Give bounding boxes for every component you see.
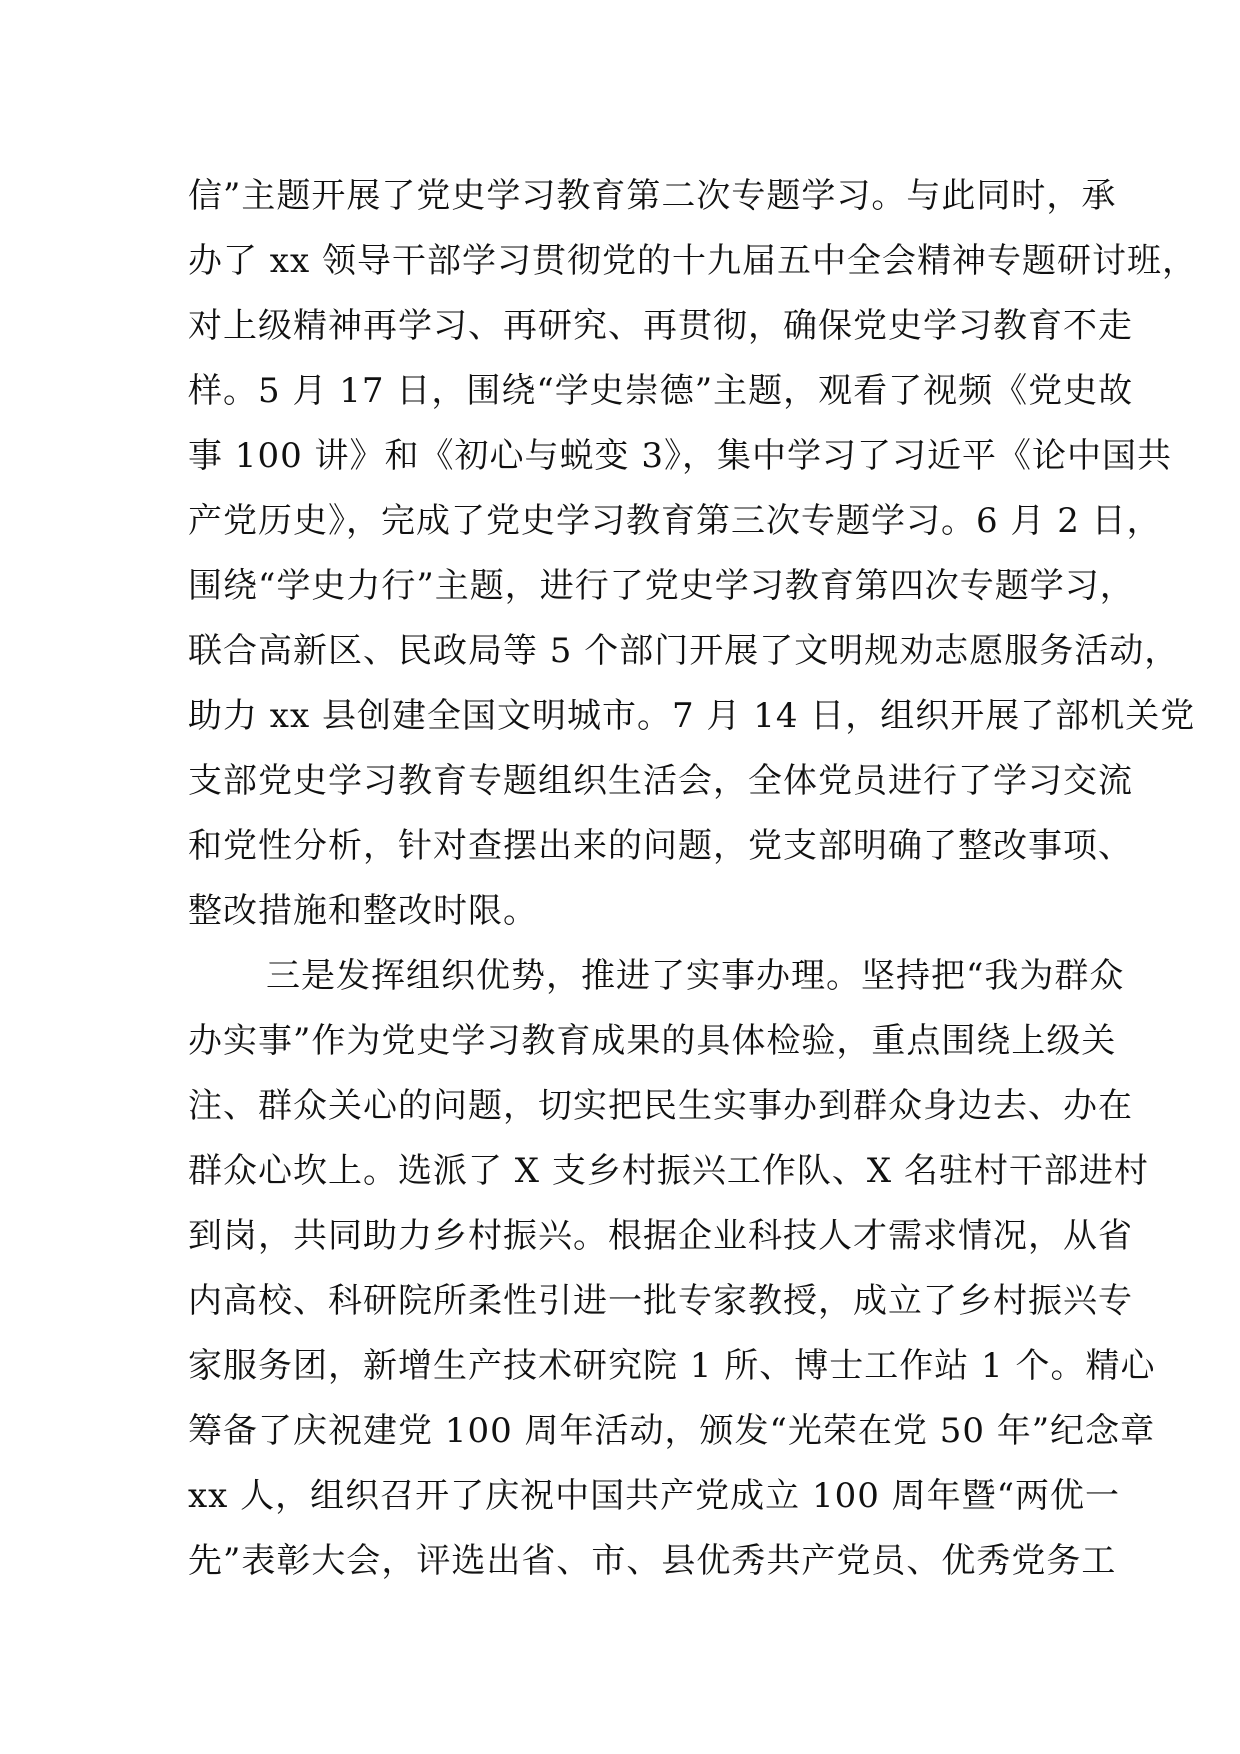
text-line: 注、群众关心的问题，切实把民生实事办到群众身边去、办在 <box>188 1086 1133 1126</box>
text-line: 筹备了庆祝建党 100 周年活动，颁发“光荣在党 50 年”纪念章 <box>188 1411 1156 1451</box>
text-line: 样。5 月 17 日，围绕“学史崇德”主题，观看了视频《党史故 <box>188 371 1134 411</box>
text-line: 联合高新区、民政局等 5 个部门开展了文明规劝志愿服务活动， <box>188 631 1180 671</box>
text-line: 对上级精神再学习、再研究、再贯彻，确保党史学习教育不走 <box>188 306 1133 346</box>
text-line: 内高校、科研院所柔性引进一批专家教授，成立了乡村振兴专 <box>188 1281 1133 1321</box>
text-line: 先”表彰大会，评选出省、市、县优秀共产党员、优秀党务工 <box>188 1541 1117 1581</box>
text-line: 群众心坎上。选派了 X 支乡村振兴工作队、X 名驻村干部进村 <box>188 1151 1149 1191</box>
text-line: 整改措施和整改时限。 <box>188 891 538 931</box>
body-text <box>188 164 1197 1594</box>
text-line: 信”主题开展了党史学习教育第二次专题学习。与此同时，承 <box>188 176 1117 216</box>
text-line: 家服务团，新增生产技术研究院 1 所、博士工作站 1 个。精心 <box>188 1346 1156 1386</box>
text-line: 办实事”作为党史学习教育成果的具体检验，重点围绕上级关 <box>188 1021 1117 1061</box>
text-line: xx 人，组织召开了庆祝中国共产党成立 100 周年暨“两优一 <box>188 1476 1121 1516</box>
paragraph-start-line: 三是发挥组织优势，推进了实事办理。坚持把“我为群众 <box>266 956 1125 996</box>
text-line: 产党历史》，完成了党史学习教育第三次专题学习。6 月 2 日， <box>188 501 1162 541</box>
text-line: 支部党史学习教育专题组织生活会，全体党员进行了学习交流 <box>188 761 1133 801</box>
text-line: 助力 xx 县创建全国文明城市。7 月 14 日，组织开展了部机关党 <box>188 696 1196 736</box>
text-line: 围绕“学史力行”主题，进行了党史学习教育第四次专题学习， <box>188 566 1135 606</box>
text-line: 办了 xx 领导干部学习贯彻党的十九届五中全会精神专题研讨班， <box>188 241 1197 281</box>
text-line: 到岗，共同助力乡村振兴。根据企业科技人才需求情况，从省 <box>188 1216 1133 1256</box>
text-line: 事 100 讲》和《初心与蜕变 3》，集中学习了习近平《论中国共 <box>188 436 1172 476</box>
text-line: 和党性分析，针对查摆出来的问题，党支部明确了整改事项、 <box>188 826 1133 866</box>
